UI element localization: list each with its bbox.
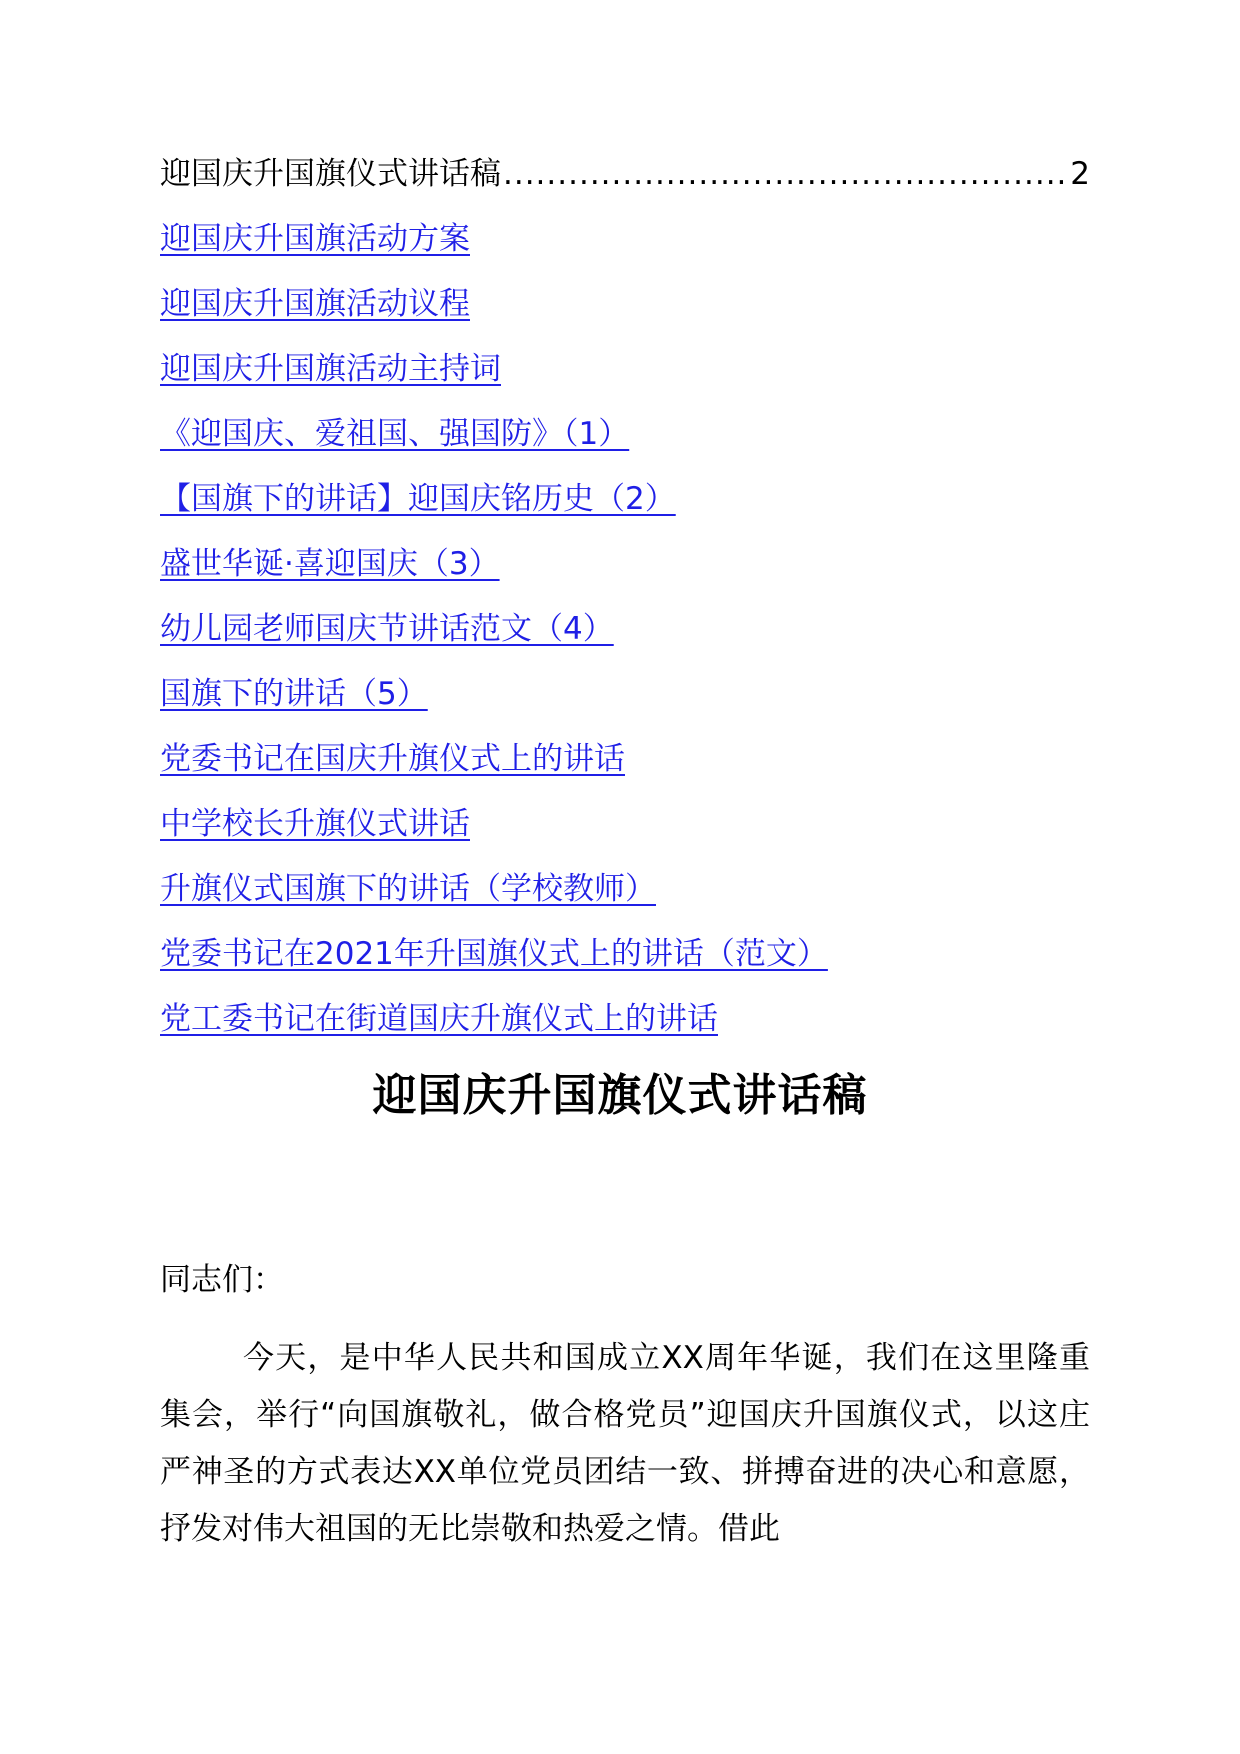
table-of-contents [160, 148, 1090, 1058]
toc-link[interactable]: 升旗仪式国旗下的讲话（学校教师） [160, 871, 656, 907]
toc-link[interactable]: 国旗下的讲话（5） [160, 676, 428, 712]
toc-link[interactable]: 中学校长升旗仪式讲话 [160, 806, 470, 842]
toc-page-number: 2 [1070, 156, 1090, 192]
toc-link[interactable]: 幼儿园老师国庆节讲话范文（4） [160, 611, 614, 647]
toc-entry-current[interactable] [160, 148, 1090, 213]
toc-link[interactable]: 迎国庆升国旗活动主持词 [160, 351, 501, 387]
toc-link[interactable]: 党委书记在2021年升国旗仪式上的讲话（范文） [160, 936, 828, 972]
toc-link[interactable]: 盛世华诞·喜迎国庆（3） [160, 546, 500, 582]
salutation: 同志们： [160, 1262, 284, 1298]
toc-link[interactable]: 党委书记在国庆升旗仪式上的讲话 [160, 741, 625, 777]
toc-link[interactable]: 迎国庆升国旗活动议程 [160, 286, 470, 322]
toc-dot-leader [503, 148, 1068, 200]
toc-link[interactable]: 【国旗下的讲话】迎国庆铭历史（2） [160, 481, 676, 517]
body-paragraph: 今天，是中华人民共和国成立XX周年华诞，我们在这里隆重集会，举行“向国旗敬礼，做合格党员”迎国庆升国旗仪式，以这庄严神圣的方式表达XX单位党员团结一致、拼搏奋进的决心和意愿，抒发对伟大祖国的无比崇敬和热爱之情。借此 [160, 1340, 1090, 1547]
toc-link[interactable]: 迎国庆升国旗活动方案 [160, 221, 470, 257]
toc-link[interactable]: 党工委书记在街道国庆升旗仪式上的讲话 [160, 1001, 718, 1037]
document-title: 迎国庆升国旗仪式讲话稿 [372, 1070, 868, 1121]
toc-link[interactable]: 《迎国庆、爱祖国、强国防》（1） [160, 416, 630, 452]
toc-entry-label: 迎国庆升国旗仪式讲话稿 [160, 156, 501, 192]
